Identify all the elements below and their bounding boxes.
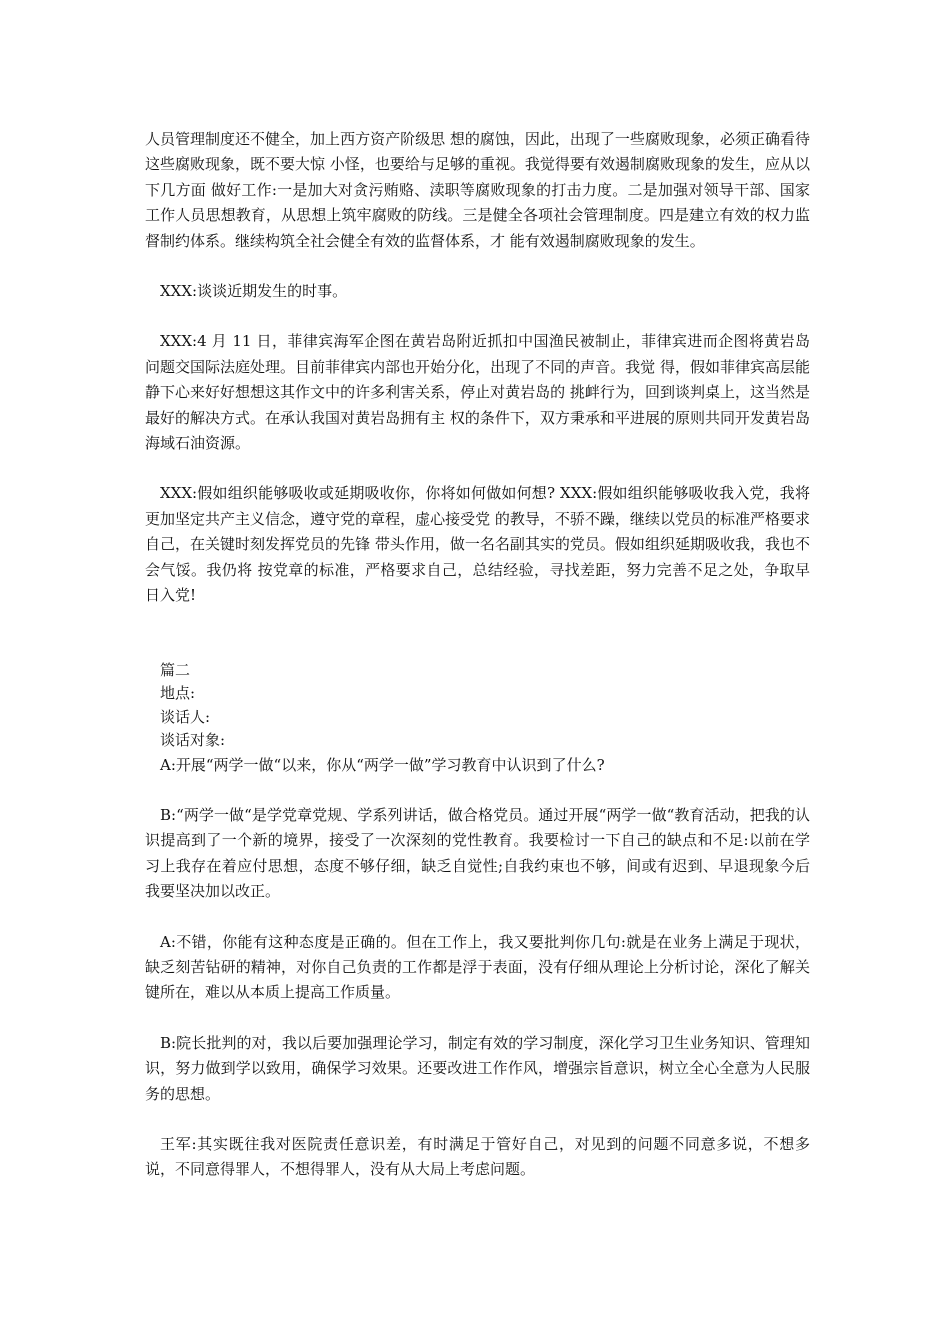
subject-label: 谈话对象:	[160, 731, 226, 749]
spacer	[145, 304, 810, 329]
answer-2: B:院长批判的对，我以后要加强理论学习，制定有效的学习制度，深化学习卫生业务知识、管理知识，努力做到学以致用，确保学习效果。还要改进工作作风，增强宗旨意识，树立全心全意为人民服务的思想。	[145, 1033, 810, 1103]
section-title: 篇二	[160, 660, 191, 679]
spacer	[145, 456, 810, 481]
paragraph-party-admission: XXX:假如组织能够吸收或延期吸收你，你将如何做如何想? XXX:假如组织能够吸收我入党，我将更加坚定共产主义信念，遵守党的章程，虚心接受党 的教导，不骄不躁，继续以党员的标准严格要求自己，在关键时刻发挥党员的先锋 带头作用，做一名名副其实的党员。假如组织延期吸收我，我也不会气馁。我仍将 按党章的标准，严格要求自己，总结经验，寻找差距，努力完善不足之处，争取早 日入党!	[145, 484, 810, 605]
paragraph-wang-jun: 王军:其实既往我对医院责任意识差，有时满足于管好自己，对见到的问题不同意多说，不想多说，不同意得罪人，不想得罪人，没有从大局上考虑问题。	[145, 1134, 810, 1179]
question-2: A:不错，你能有这种态度是正确的。但在工作上，我又要批判你几句:就是在业务上满足于现状，缺乏刻苦钻研的精神，对你自己负责的工作都是浮于表面，没有仔细从理论上分析讨论，深化了解关键所在，难以从本质上提高工作质量。	[145, 932, 810, 1002]
spacer	[145, 254, 810, 279]
paragraph-current-events-question: XXX:谈谈近期发生的时事。	[160, 282, 348, 301]
speaker-label: 谈话人:	[160, 707, 211, 726]
answer-1: B:“两学一做“是学党章党规、学系列讲话，做合格党员。通过开展“两学一做“教育活动，把我的认识提高到了一个新的境界，接受了一次深刻的党性教育。我要检讨一下自己的缺点和不足:以前在学习上我存在着应付思想，态度不够仔细，缺乏自觉性;自我约束也不够，间或有迟到、早退现象今后我要坚决加以改正。	[145, 805, 810, 901]
spacer	[145, 905, 810, 930]
paragraph-corruption: 人员管理制度还不健全，加上西方资产阶级思 想的腐蚀，因此，出现了一些腐败现象，必须正确看待这些腐败现象，既不要大惊 小怪，也要给与足够的重视。我觉得要有效遏制腐败现象的发生，应从以下几方面 做好工作:一是加大对贪污贿赂、渎职等腐败现象的打击力度。二是加强对领导干部、国家工作人员思想教育，从思想上筑牢腐败的防线。三是健全各项社会管理制度。四是建立有效的权力监督制约体系。继续构筑全社会健全有效的监督体系，才 能有效遏制腐败现象的发生。	[145, 130, 810, 250]
document-page	[145, 127, 810, 1183]
question-1: A:开展“两学一做“以来，你从“两学一做”学习教育中认识到了什么?	[160, 755, 605, 774]
spacer	[145, 778, 810, 803]
spacer	[145, 609, 810, 659]
paragraph-huangyan-island: XXX:4 月 11 日，菲律宾海军企图在黄岩岛附近抓扣中国渔民被制止，菲律宾进而企图将黄岩岛问题交国际法庭处理。目前菲律宾内部也开始分化，出现了不同的声音。我觉 得，假如菲律宾高层能静下心来好好想想这其作文中的许多利害关系，停止对黄岩岛的 挑衅行为，回到谈判桌上，这当然是最好的解决方式。在承认我国对黄岩岛拥有主 权的条件下，双方秉承和平进展的原则共同开发黄岩岛海域石油资源。	[145, 332, 810, 453]
spacer	[145, 1006, 810, 1031]
location-label: 地点:	[160, 684, 196, 702]
spacer	[145, 1107, 810, 1132]
